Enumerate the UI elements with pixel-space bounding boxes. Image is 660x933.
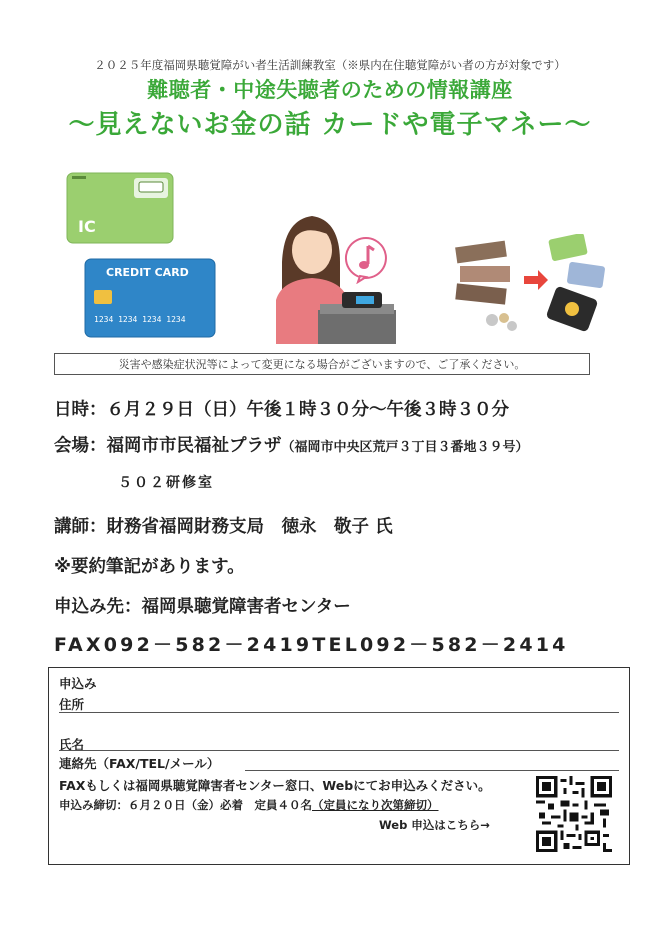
venue-room: ５０２研修室 (118, 475, 214, 491)
contact-label: 連絡先（FAX/TEL/メール） (59, 756, 220, 771)
deadline-note: （定員になり次第締切） (312, 798, 439, 812)
captioning-note: ※要約筆記があります。 (54, 557, 245, 577)
woman-payment-illustration (262, 192, 412, 344)
venue-address: （福岡市中央区荒戸３丁目３番地３９号） (281, 440, 529, 455)
form-heading: 申込み (59, 676, 97, 691)
credit-card-number: 1234 1234 1234 1234 (94, 315, 186, 324)
cash-to-emoney-illustration (452, 234, 616, 338)
credit-card-illustration (84, 258, 216, 338)
address-field[interactable] (59, 712, 619, 713)
name-field[interactable] (59, 750, 619, 751)
qr-code-icon[interactable] (536, 776, 612, 852)
event-lecturer: 講師：財務省福岡財務支局 徳永 敬子 氏 (54, 517, 393, 537)
title-line-1: 難聴者・中途失聴者のための情報講座 (147, 78, 513, 102)
title-line-2: ～見えないお金の話 カードや電子マネー～ (68, 110, 592, 140)
name-label: 氏名 (59, 737, 85, 752)
change-notice: 災害や感染症状況等によって変更になる場合がございますので、ご了承ください。 (54, 353, 590, 375)
contact-field[interactable] (245, 770, 619, 771)
web-application-link[interactable]: Web 申込はこちら→ (379, 818, 490, 832)
fax-tel-contact: FAX092－582－2419TEL092－582－2414 (54, 634, 569, 656)
event-subtitle: ２０２５年度福岡県聴覚障がい者生活訓練教室（※県内在住聴覚障がい者の方が対象です） (94, 58, 566, 72)
event-venue (54, 432, 529, 457)
sound-notification-icon (344, 236, 388, 284)
event-datetime: 日時：６月２９日（日）午後１時３０分～午後３時３０分 (54, 400, 509, 420)
credit-card-label: CREDIT CARD (106, 266, 189, 279)
ic-card-label: IC (78, 217, 96, 236)
apply-to: 申込み先：福岡県聴覚障害者センター (54, 597, 351, 617)
address-label: 住所 (59, 697, 85, 712)
ic-card-illustration (66, 172, 174, 244)
application-deadline (59, 797, 439, 813)
application-instructions: FAXもしくは福岡県聴覚障害者センター窓口、Webにてお申込みください。 (59, 778, 491, 793)
deadline-text: 申込み締切：６月２０日（金）必着 定員４０名 (59, 798, 312, 812)
venue-name: 会場：福岡市市民福祉プラザ (54, 436, 282, 456)
